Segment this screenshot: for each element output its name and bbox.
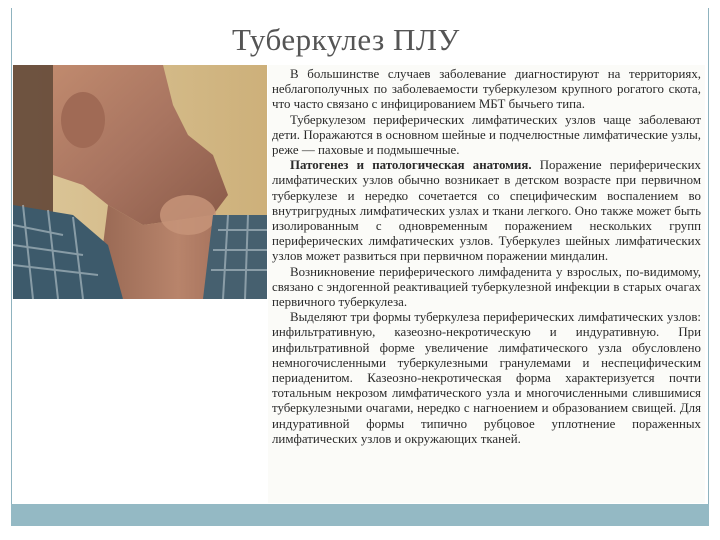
slide-title: Туберкулез ПЛУ (232, 22, 460, 57)
paragraph-forms: Выделяют три формы туберкулеза периферических лимфатических узлов: инфильтративную, казеозно-некротическую и индуративную. При инфильтративной форме увеличение лимфатического узла обусловлено немногочисленными туберкулезными гранулемами и неспецифическим периаденитом. Казеозно-некротическая форма характеризуется почти тотальным некрозом лимфатического узла и многочисленными слившимися туберкулезными очагами, нередко с нагноением и образованием свищей. Для индуративной формы типично рубцовое уплотнение пораженных лимфатических узлов и окружающих тканей. (272, 310, 701, 446)
paragraph-adults: Возникновение периферического лимфаденита у взрослых, по-видимому, связано с эндогенной реактивацией туберкулезной инфекции в старых очагах первичного туберкулеза. (272, 264, 701, 310)
paragraph-pathogenesis (272, 158, 701, 264)
paragraph-children: Туберкулезом периферических лимфатических узлов чаще заболевают дети. Поражаются в основном шейные и подчелюстные лимфатические узлы, реже — паховые и подмышечные. (272, 112, 701, 158)
pathogenesis-heading: Патогенез и патологическая анатомия. (290, 158, 532, 173)
paragraph-intro: В большинстве случаев заболевание диагностируют на территориях, неблагополучных по заболеваемости туберкулезом крупного рогатого скота, что часто связано с инфицированием МБТ бычьего типа. (272, 67, 701, 112)
pathogenesis-text: Поражение периферических лимфатических узлов обычно возникает в детском возрасте при первичном туберкулезе и нередко сочетается со специфическим воспалением во внутригрудных лимфатических узлах и ткани легкого. Оно также может быть изолированным с одновременным поражением нескольких групп периферических лимфатических узлов. Туберкулез шейных лимфатических узлов может развиться при первичном поражении миндалин. (272, 158, 701, 264)
slide-frame-right (708, 8, 709, 526)
patient-neck-photo (13, 65, 267, 299)
footer-bar (11, 504, 709, 526)
slide-frame-left (11, 8, 12, 526)
article-text (268, 65, 705, 503)
